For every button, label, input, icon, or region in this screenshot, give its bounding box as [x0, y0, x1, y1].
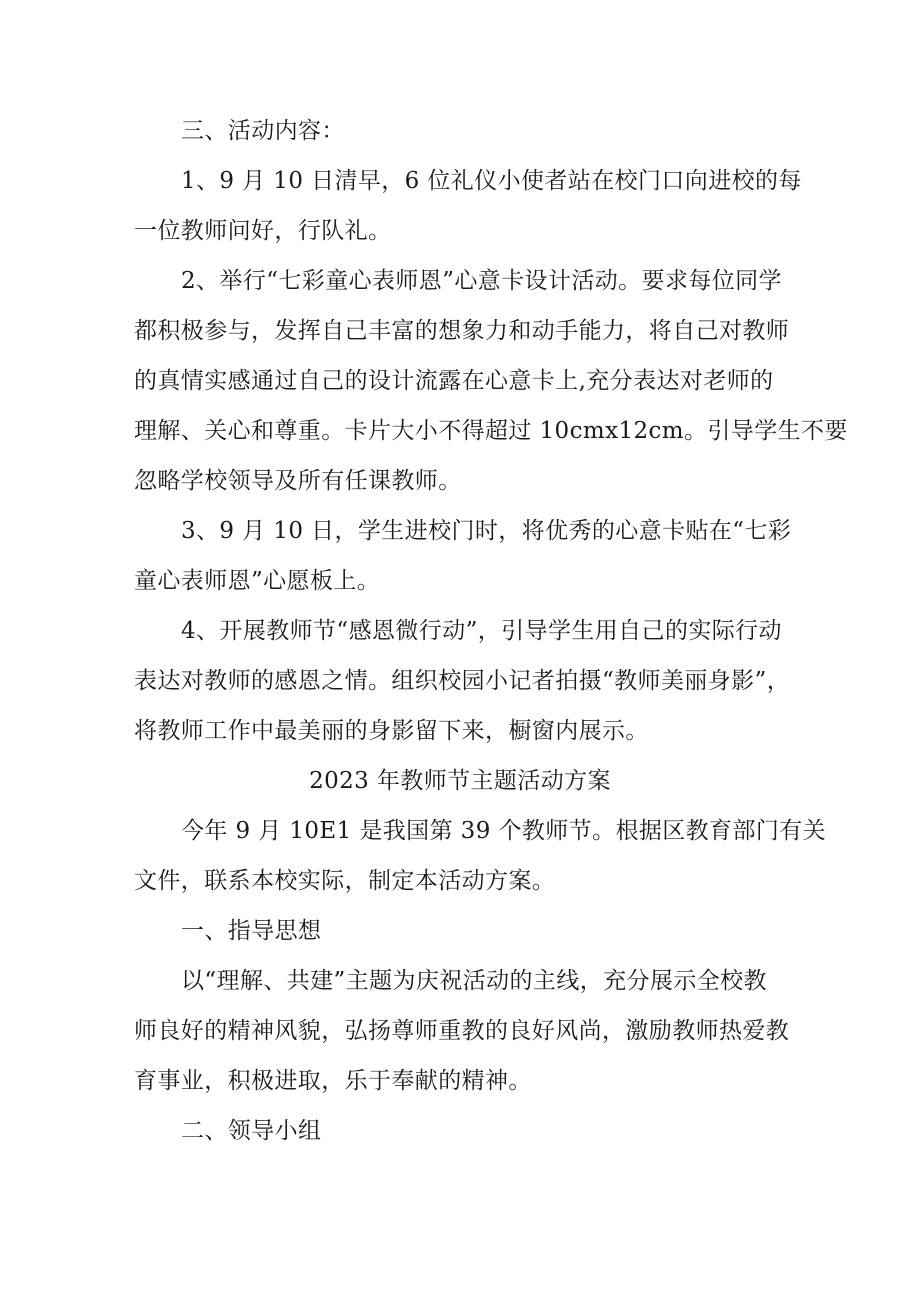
paragraph-line: 3、9 月 10 日，学生进校门时，将优秀的心意卡贴在“七彩 — [181, 518, 792, 544]
paragraph-line: 2、举行“七彩童心表师恩”心意卡设计活动。要求每位同学 — [181, 268, 782, 294]
section-heading-guiding: 一、指导思想 — [181, 918, 322, 944]
plan-title: 2023 年教师节主题活动方案 — [309, 768, 611, 794]
paragraph-line: 一位教师问好，行队礼。 — [134, 218, 392, 244]
paragraph-line: 童心表师恩”心愿板上。 — [134, 568, 381, 594]
paragraph-line: 师良好的精神风貌，弘扬尊师重教的良好风尚，激励教师热爱教 — [134, 1018, 790, 1044]
intro-line: 今年 9 月 10E1 是我国第 39 个教师节。根据区教育部门有关 — [181, 818, 827, 844]
paragraph-line: 忽略学校领导及所有任课教师。 — [134, 468, 462, 494]
paragraph-line: 表达对教师的感恩之情。组织校园小记者拍摄“教师美丽身影”， — [134, 668, 791, 694]
paragraph-line: 1、9 月 10 日清早，6 位礼仪小使者站在校门口向进校的每 — [181, 168, 802, 194]
paragraph-line: 4、开展教师节“感恩微行动”，引导学生用自己的实际行动 — [181, 618, 782, 644]
paragraph-line: 将教师工作中最美丽的身影留下来，橱窗内展示。 — [134, 718, 649, 744]
paragraph-line: 理解、关心和尊重。卡片大小不得超过 10cmx12cm。引导学生不要 — [134, 418, 848, 444]
paragraph-line: 的真情实感通过自己的设计流露在心意卡上,充分表达对老师的 — [134, 368, 774, 394]
section-heading-leadership: 二、领导小组 — [181, 1118, 322, 1144]
paragraph-line: 育事业，积极进取，乐于奉献的精神。 — [134, 1068, 532, 1094]
paragraph-line: 以“理解、共建”主题为庆祝活动的主线，充分展示全校教 — [181, 968, 767, 994]
section-heading-activity: 三、活动内容： — [181, 118, 345, 144]
paragraph-line: 都积极参与，发挥自己丰富的想象力和动手能力，将自己对教师 — [134, 318, 790, 344]
intro-line: 文件，联系本校实际，制定本活动方案。 — [134, 868, 556, 894]
